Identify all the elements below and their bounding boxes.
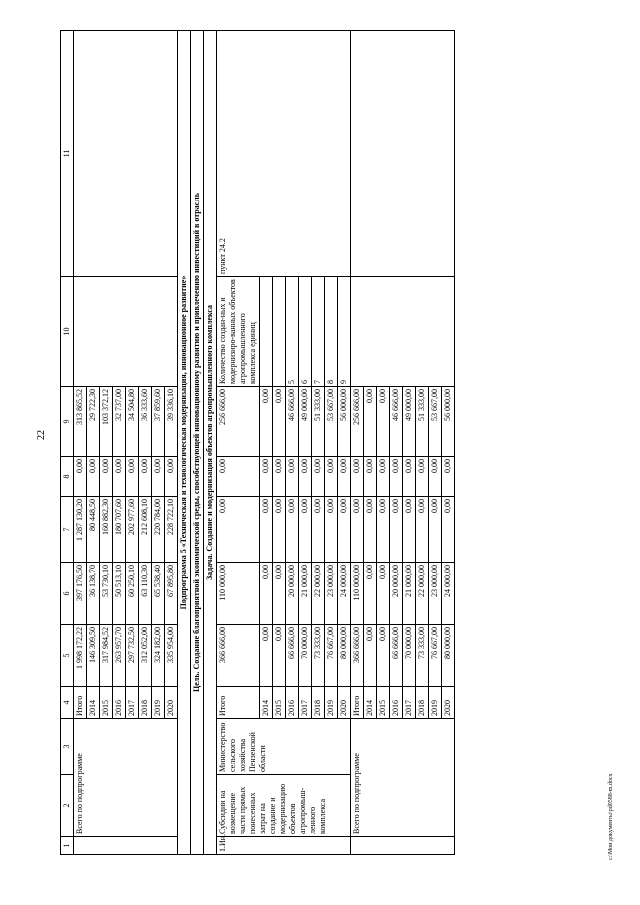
amount-cell: 22 000,00	[416, 563, 429, 625]
footer-file-path: c:\Мои документы\pd0588-m.docx	[608, 773, 614, 860]
year-cell: 2016	[390, 687, 403, 719]
amount-cell: 146 309,50	[87, 625, 100, 687]
amount-cell: 1 998 172,22	[74, 625, 87, 687]
amount-cell: 70 000,00	[403, 625, 416, 687]
amount-cell: 0,00	[364, 563, 377, 625]
amount-cell: 366 666,00	[351, 625, 364, 687]
amount-cell: 256 666,00	[217, 387, 260, 457]
year-cell: Итого	[217, 687, 260, 719]
amount-cell: 0,00	[260, 497, 273, 563]
amount-cell: 51 333,00	[312, 387, 325, 457]
amount-cell: 50 513,10	[113, 563, 126, 625]
indicator-value: 5	[286, 277, 299, 387]
column-number: 1	[61, 837, 74, 855]
amount-cell: 0,00	[377, 563, 390, 625]
amount-cell: 180 707,60	[113, 497, 126, 563]
amount-cell: 263 957,70	[113, 625, 126, 687]
amount-cell: 0,00	[429, 497, 442, 563]
amount-cell: 0,00	[217, 497, 260, 563]
measure-name: Субсидии на возмещение части прямых понесенных затрат на создание и модернизацию объектов агропромыш-ленного комплекса	[217, 775, 351, 837]
subprogram-total-label: Всего по подпрограмме	[74, 719, 178, 837]
amount-cell: 202 977,60	[126, 497, 139, 563]
year-cell: 2018	[139, 687, 152, 719]
empty-cell	[351, 31, 455, 277]
amount-cell: 0,00	[286, 457, 299, 497]
amount-cell: 212 608,10	[139, 497, 152, 563]
amount-cell: 66 666,00	[390, 625, 403, 687]
amount-cell: 56 000,00	[442, 387, 455, 457]
amount-cell: 0,00	[325, 457, 338, 497]
indicator-value	[260, 277, 273, 387]
column-number: 10	[61, 277, 74, 387]
column-number: 4	[61, 687, 74, 719]
amount-cell: 0,00	[273, 625, 286, 687]
amount-cell: 0,00	[442, 497, 455, 563]
amount-cell: 160 882,30	[100, 497, 113, 563]
amount-cell: 0,00	[364, 387, 377, 457]
measure-number: 1.Ин.	[217, 837, 351, 855]
column-number-row	[61, 31, 74, 855]
amount-cell: 60 250,10	[126, 563, 139, 625]
measure-executor: Министерство сельского хозяйства Пензенской области	[217, 719, 351, 775]
measure-indicator: Количество создан-ных и модернизиро-ванных объектов агропромышленного комплекса единиц	[217, 277, 260, 387]
amount-cell: 0,00	[416, 457, 429, 497]
column-number: 7	[61, 497, 74, 563]
amount-cell: 0,00	[403, 497, 416, 563]
year-cell: 2020	[165, 687, 178, 719]
amount-cell: 0,00	[364, 625, 377, 687]
amount-cell: 220 784,00	[152, 497, 165, 563]
amount-cell: 0,00	[100, 457, 113, 497]
amount-cell: 0,00	[338, 457, 351, 497]
amount-cell: 0,00	[217, 457, 260, 497]
empty-cell	[74, 837, 178, 855]
column-number: 8	[61, 457, 74, 497]
indicator-value: 6	[299, 277, 312, 387]
amount-cell: 0,00	[113, 457, 126, 497]
year-cell: 2016	[113, 687, 126, 719]
empty-cell	[351, 837, 455, 855]
rotated-table-page	[60, 30, 590, 855]
amount-cell: 24 000,00	[442, 563, 455, 625]
amount-cell: 20 000,00	[286, 563, 299, 625]
amount-cell: 0,00	[273, 497, 286, 563]
amount-cell: 53 667,00	[429, 387, 442, 457]
amount-cell: 0,00	[338, 497, 351, 563]
amount-cell: 317 984,52	[100, 625, 113, 687]
indicator-value: 9	[338, 277, 351, 387]
year-cell: 2015	[377, 687, 390, 719]
subprogram5-total-row	[351, 31, 364, 855]
amount-cell: 66 666,00	[286, 625, 299, 687]
amount-cell: 0,00	[312, 457, 325, 497]
amount-cell: 22 000,00	[312, 563, 325, 625]
amount-cell: 0,00	[286, 497, 299, 563]
year-cell: Итого	[74, 687, 87, 719]
amount-cell: 36 333,60	[139, 387, 152, 457]
subprogram-heading-row	[178, 31, 191, 855]
year-cell: 2020	[442, 687, 455, 719]
empty-cell	[74, 31, 178, 277]
amount-cell: 0,00	[126, 457, 139, 497]
amount-cell: 53 667,00	[325, 387, 338, 457]
amount-cell: 0,00	[377, 497, 390, 563]
amount-cell: 312 052,00	[139, 625, 152, 687]
column-number: 6	[61, 563, 74, 625]
year-cell: 2018	[312, 687, 325, 719]
amount-cell: 0,00	[325, 497, 338, 563]
amount-cell: 313 865,52	[74, 387, 87, 457]
amount-cell: 0,00	[87, 457, 100, 497]
amount-cell: 37 859,60	[152, 387, 165, 457]
column-number: 2	[61, 775, 74, 837]
amount-cell: 0,00	[351, 497, 364, 563]
year-cell: 2014	[364, 687, 377, 719]
amount-cell: 51 333,00	[416, 387, 429, 457]
column-number: 5	[61, 625, 74, 687]
amount-cell: 21 000,00	[403, 563, 416, 625]
task-heading: Задача. Создание и модернизация объектов агропромышленного комплекса	[204, 31, 217, 855]
year-cell: 2015	[273, 687, 286, 719]
measure-reference: пункт 24.2	[217, 31, 351, 277]
amount-cell: 0,00	[260, 625, 273, 687]
amount-cell: 73 333,00	[312, 625, 325, 687]
amount-cell: 110 000,00	[217, 563, 260, 625]
year-cell: 2014	[260, 687, 273, 719]
amount-cell: 0,00	[351, 457, 364, 497]
amount-cell: 23 000,00	[429, 563, 442, 625]
amount-cell: 0,00	[364, 457, 377, 497]
amount-cell: 80 000,00	[338, 625, 351, 687]
amount-cell: 24 000,00	[338, 563, 351, 625]
measure-total-row	[217, 31, 260, 855]
amount-cell: 65 538,40	[152, 563, 165, 625]
amount-cell: 0,00	[260, 457, 273, 497]
amount-cell: 46 666,00	[390, 387, 403, 457]
year-cell: 2018	[416, 687, 429, 719]
amount-cell: 0,00	[299, 497, 312, 563]
amount-cell: 49 000,00	[403, 387, 416, 457]
year-cell: 2019	[325, 687, 338, 719]
amount-cell: 0,00	[74, 457, 87, 497]
year-cell: 2019	[152, 687, 165, 719]
amount-cell: 0,00	[312, 497, 325, 563]
goal-heading-row	[191, 31, 204, 855]
amount-cell: 76 667,00	[325, 625, 338, 687]
amount-cell: 39 336,10	[165, 387, 178, 457]
year-cell: 2017	[299, 687, 312, 719]
amount-cell: 29 722,30	[87, 387, 100, 457]
program-financing-table	[60, 30, 455, 855]
amount-cell: 80 000,00	[442, 625, 455, 687]
amount-cell: 1 287 130,20	[74, 497, 87, 563]
amount-cell: 67 895,80	[165, 563, 178, 625]
amount-cell: 0,00	[273, 563, 286, 625]
subprogram5-total-label: Всего по подпрограмме	[351, 719, 455, 837]
amount-cell: 0,00	[377, 457, 390, 497]
column-number: 3	[61, 719, 74, 775]
amount-cell: 23 000,00	[325, 563, 338, 625]
amount-cell: 0,00	[390, 497, 403, 563]
amount-cell: 297 732,50	[126, 625, 139, 687]
amount-cell: 0,00	[416, 497, 429, 563]
amount-cell: 0,00	[139, 457, 152, 497]
subprogram-heading: Подпрограмма 5 «Техническая и технологическая модернизация, инновационное развитие»	[178, 31, 191, 855]
amount-cell: 366 666,00	[217, 625, 260, 687]
amount-cell: 0,00	[377, 387, 390, 457]
amount-cell: 0,00	[390, 457, 403, 497]
task-heading-row	[204, 31, 217, 855]
amount-cell: 0,00	[165, 457, 178, 497]
year-cell: 2017	[403, 687, 416, 719]
column-number: 9	[61, 387, 74, 457]
amount-cell: 34 504,80	[126, 387, 139, 457]
amount-cell: 70 000,00	[299, 625, 312, 687]
amount-cell: 0,00	[273, 457, 286, 497]
indicator-value: 7	[312, 277, 325, 387]
goal-heading: Цель. Создание благоприятной экономической среды, способствующей инновационному развитию и привлечению инвестиций в отрасль	[191, 31, 204, 855]
amount-cell: 110 000,00	[351, 563, 364, 625]
amount-cell: 0,00	[377, 625, 390, 687]
amount-cell: 49 000,00	[299, 387, 312, 457]
subprogram-total-row	[74, 31, 87, 855]
amount-cell: 397 176,50	[74, 563, 87, 625]
amount-cell: 36 138,70	[87, 563, 100, 625]
column-number: 11	[61, 31, 74, 277]
amount-cell: 53 730,10	[100, 563, 113, 625]
amount-cell: 21 000,00	[299, 563, 312, 625]
amount-cell: 0,00	[403, 457, 416, 497]
year-cell: 2014	[87, 687, 100, 719]
amount-cell: 0,00	[299, 457, 312, 497]
amount-cell: 76 667,00	[429, 625, 442, 687]
year-cell: 2020	[338, 687, 351, 719]
amount-cell: 80 448,50	[87, 497, 100, 563]
year-cell: 2015	[100, 687, 113, 719]
year-cell: 2016	[286, 687, 299, 719]
amount-cell: 0,00	[260, 563, 273, 625]
amount-cell: 256 666,00	[351, 387, 364, 457]
amount-cell: 0,00	[429, 457, 442, 497]
amount-cell: 56 000,00	[338, 387, 351, 457]
indicator-value: 8	[325, 277, 338, 387]
year-cell: 2017	[126, 687, 139, 719]
page-number: 22	[36, 430, 47, 440]
amount-cell: 73 333,00	[416, 625, 429, 687]
amount-cell: 228 722,10	[165, 497, 178, 563]
amount-cell: 46 666,00	[286, 387, 299, 457]
amount-cell: 63 110,30	[139, 563, 152, 625]
indicator-value	[273, 277, 286, 387]
year-cell: Итого	[351, 687, 364, 719]
amount-cell: 32 737,00	[113, 387, 126, 457]
year-cell: 2019	[429, 687, 442, 719]
amount-cell: 0,00	[260, 387, 273, 457]
amount-cell: 0,00	[152, 457, 165, 497]
amount-cell: 0,00	[364, 497, 377, 563]
amount-cell: 324 182,00	[152, 625, 165, 687]
empty-cell	[74, 277, 178, 387]
amount-cell: 0,00	[273, 387, 286, 457]
amount-cell: 103 372,12	[100, 387, 113, 457]
amount-cell: 0,00	[442, 457, 455, 497]
empty-cell	[351, 277, 455, 387]
amount-cell: 335 954,00	[165, 625, 178, 687]
amount-cell: 20 000,00	[390, 563, 403, 625]
